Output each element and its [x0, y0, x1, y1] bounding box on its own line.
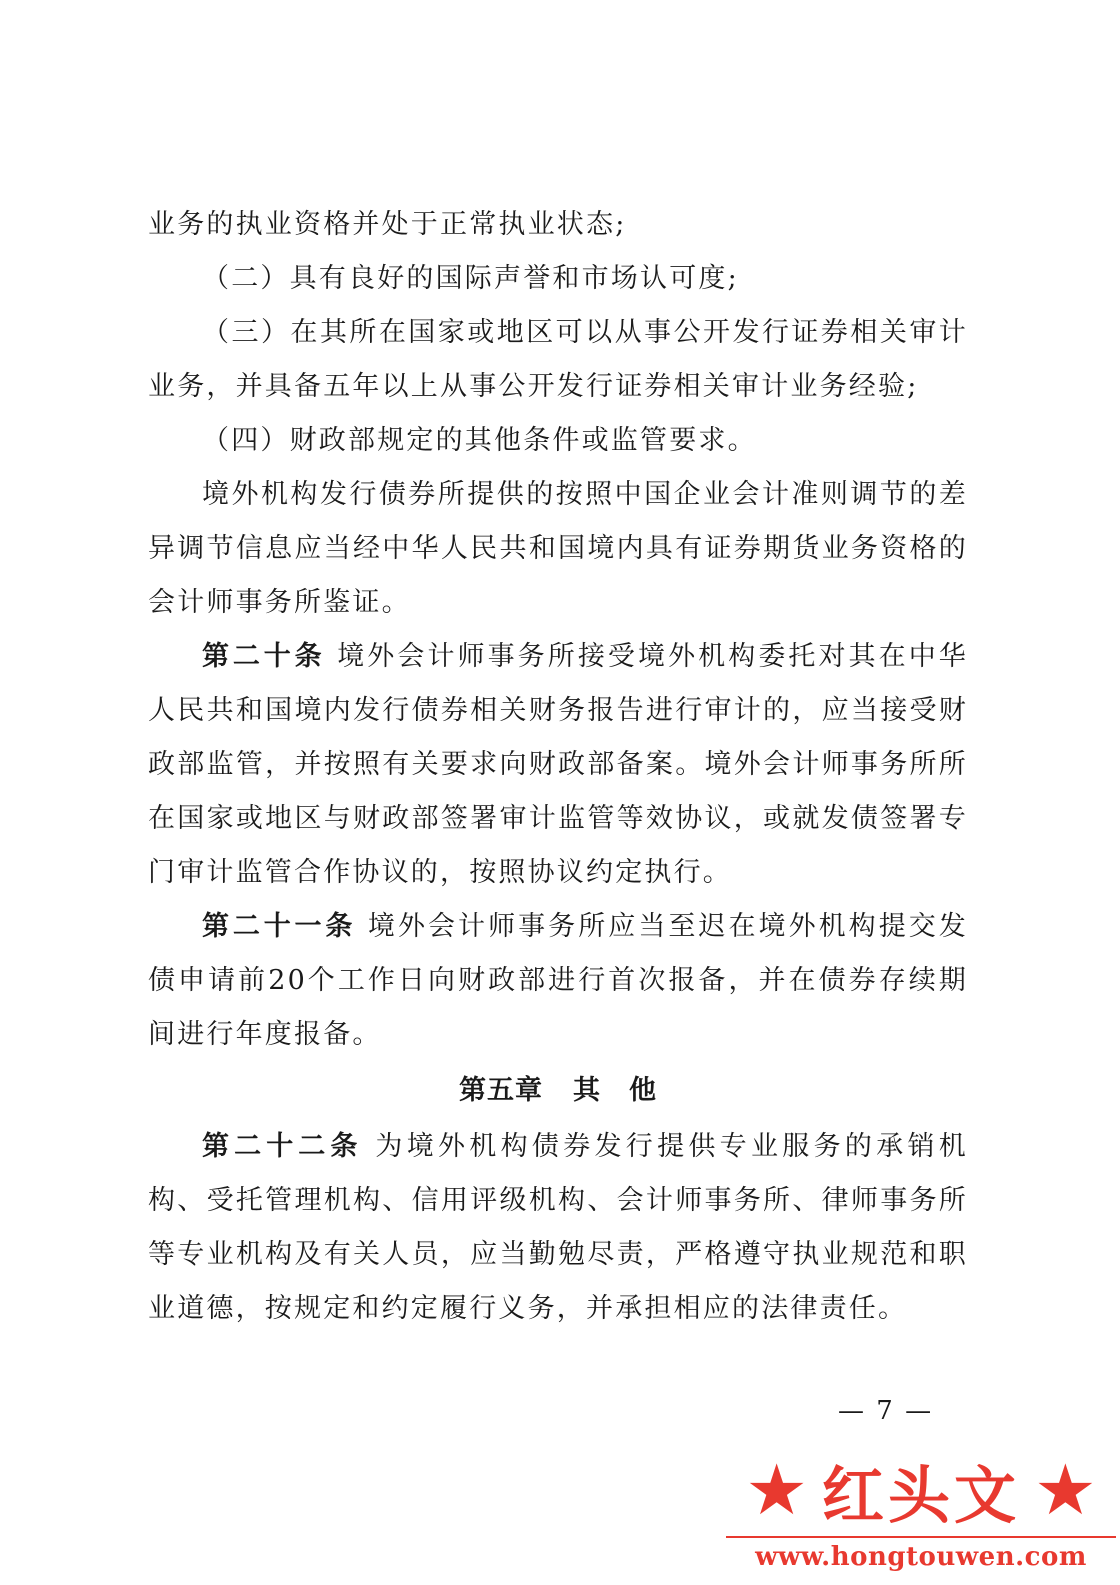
article-number: 第二十二条 [202, 1131, 363, 1162]
paragraph-text: 业务的执业资格并处于正常执业状态; [148, 209, 627, 240]
paragraph-text: （二）具有良好的国际声誉和市场认可度; [202, 263, 739, 294]
paragraph-4 [148, 468, 968, 630]
paragraph-2 [148, 306, 968, 414]
paragraph-text: 境外机构发行债券所提供的按照中国企业会计准则调节的差异调节信息应当经中华人民共和国境内具有证券期货业务资格的会计师事务所鉴证。 [148, 479, 968, 618]
paragraph-7 [148, 1120, 968, 1336]
paragraph-text: 境外会计师事务所应当至迟在境外机构提交发债申请前20个工作日向财政部进行首次报备，并在债券存续期间进行年度报备。 [148, 911, 969, 1050]
watermark-url: www.hongtouwen.com [755, 1542, 1087, 1572]
paragraph-1 [148, 252, 968, 306]
paragraph-text: （四）财政部规定的其他条件或监管要求。 [202, 425, 757, 456]
watermark-divider [726, 1536, 1116, 1538]
paragraph-5 [148, 630, 968, 900]
star-icon: ★ [745, 1449, 808, 1531]
chapter-title [148, 1064, 968, 1118]
chapter-name: 其 他 [573, 1075, 657, 1106]
paragraph-0 [148, 198, 968, 252]
article-number: 第二十条 [202, 641, 326, 672]
paragraph-text: 境外会计师事务所接受境外机构委托对其在中华人民共和国境内发行债券相关财务报告进行审计的，应当接受财政部监管，并按照有关要求向财政部备案。境外会计师事务所所在国家或地区与财政部签署审计监管等效协议，或就发债签署专门审计监管合作协议的，按照协议约定执行。 [148, 641, 969, 888]
article-number: 第二十一条 [202, 911, 357, 942]
paragraph-text: 为境外机构债券发行提供专业服务的承销机构、受托管理机构、信用评级机构、会计师事务所、律师事务所等专业机构及有关人员，应当勤勉尽责，严格遵守执业规范和职业道德，按规定和约定履行义务，并承担相应的法律责任。 [148, 1131, 968, 1324]
paragraph-3 [148, 414, 968, 468]
page-number: — 7 — [838, 1396, 934, 1426]
chapter-number: 第五章 [459, 1075, 543, 1106]
watermark-text: 红头文 [821, 1458, 1020, 1532]
watermark-logo [722, 1440, 1120, 1585]
document-body [148, 198, 968, 1336]
watermark-title-row [722, 1440, 1120, 1540]
paragraph-text: （三）在其所在国家或地区可以从事公开发行证券相关审计业务，并具备五年以上从事公开发行证券相关审计业务经验; [148, 317, 968, 402]
star-icon: ★ [1034, 1449, 1097, 1531]
paragraph-6 [148, 900, 968, 1062]
